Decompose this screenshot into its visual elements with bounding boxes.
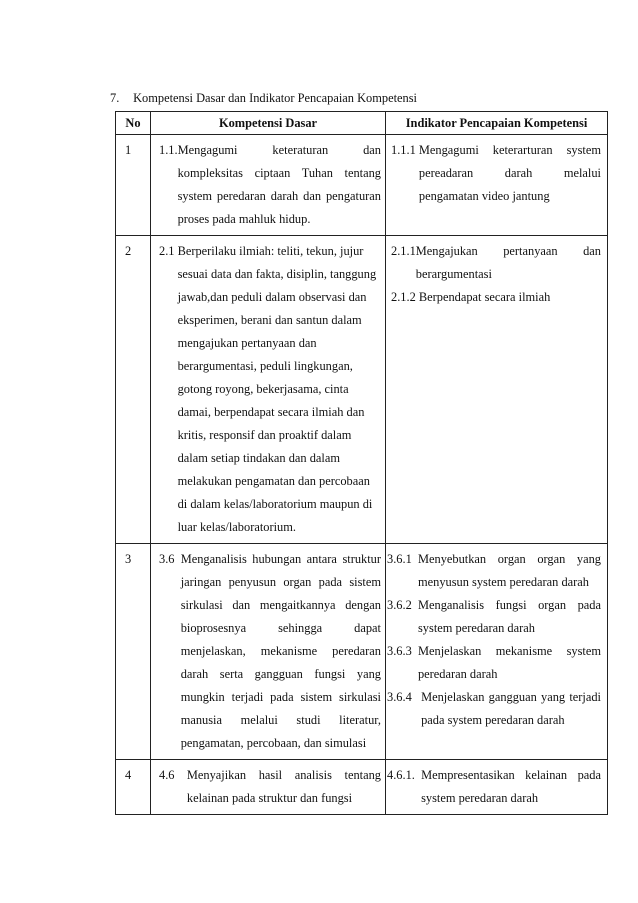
indicator-item <box>391 240 601 286</box>
table-row <box>116 544 608 760</box>
table-row <box>116 760 608 815</box>
table-row <box>116 135 608 236</box>
indicator-label: 3.6.1 <box>387 552 418 566</box>
kd-cell <box>151 544 386 760</box>
indicator-item <box>387 686 601 732</box>
indicator-label: 3.6.4 <box>387 690 422 704</box>
kd-label: 3.6 <box>159 552 181 566</box>
kd-text: Mengagumi keteraturan dan kompleksitas ciptaan Tuhan tentang system peredaran darah dan pengaturan proses pada mahluk hidup. <box>177 143 381 226</box>
row-number: 3 <box>116 544 151 760</box>
indicator-cell <box>386 236 608 544</box>
kd-cell <box>151 760 386 815</box>
section-title: Kompetensi Dasar dan Indikator Pencapaian Kompetensi <box>133 91 417 105</box>
indicator-label: 2.1.2 <box>391 290 419 304</box>
kd-text: Menganalisis hubungan antara struktur jaringan penyusun organ pada sistem sirkulasi dan mengaitkannya dengan bioprosesnya sehingga dapat menjelaskan, mekanisme peredaran darah serta gangguan fungsi yang mungkin terjadi pada sistem sirkulasi manusia melalui studi literatur, pengamatan, percobaan, dan simulasi <box>180 552 381 750</box>
kd-cell <box>151 135 386 236</box>
kd-text: Menyajikan hasil analisis tentang kelainan pada struktur dan fungsi <box>186 768 381 805</box>
indicator-item <box>387 548 601 594</box>
indicator-item <box>387 594 601 640</box>
indicator-label: 4.6.1. <box>387 768 422 782</box>
header-no: No <box>116 112 151 135</box>
table-row <box>116 236 608 544</box>
table-header-row <box>116 112 608 135</box>
kd-item <box>151 760 385 814</box>
indicator-text: Menjelaskan gangguan yang terjadi pada system peredaran darah <box>421 690 601 727</box>
indicator-cell <box>386 544 608 760</box>
indicator-item <box>391 286 601 309</box>
row-number: 4 <box>116 760 151 815</box>
header-indikator: Indikator Pencapaian Kompetensi <box>386 112 608 135</box>
indicator-item <box>391 139 601 208</box>
kd-cell <box>151 236 386 544</box>
kd-label: 4.6 <box>159 768 187 782</box>
indicator-label: 3.6.2 <box>387 598 418 612</box>
indicator-text: Mengajukan pertanyaan dan berargumentasi <box>415 244 601 281</box>
section-heading <box>110 91 417 106</box>
indicator-label: 3.6.3 <box>387 644 418 658</box>
indicator-label: 2.1.1 <box>391 244 416 258</box>
kd-label: 2.1 <box>159 244 178 258</box>
kd-text: Berperilaku ilmiah: teliti, tekun, jujur sesuai data dan fakta, disiplin, tanggung jawab,dan peduli dalam observasi dan eksperimen, berani dan santun dalam mengajukan pertanyaan dan berargumentasi, peduli lingkungan, gotong royong, bekerjasama, cinta damai, berpendapat secara ilmiah dan kritis, responsif dan proaktif dalam dalam setiap tindakan dan dalam melakukan pengamatan dan percobaan di dalam kelas/laboratorium maupun di luar kelas/laboratorium. <box>177 244 377 534</box>
indicator-label: 1.1.1 <box>391 143 419 157</box>
kd-item <box>151 236 385 543</box>
kd-item <box>151 544 385 759</box>
indicator-item <box>387 640 601 686</box>
indicator-cell <box>386 760 608 815</box>
indicator-text: Berpendapat secara ilmiah <box>418 290 551 304</box>
indicator-text: Mempresentasikan kelainan pada system peredaran darah <box>421 768 601 805</box>
indicator-text: Menyebutkan organ organ yang menyusun system peredaran darah <box>417 552 601 589</box>
indicator-text: Mengagumi keterarturan system pereadaran darah melalui pengamatan video jantung <box>418 143 601 203</box>
header-kompetensi-dasar: Kompetensi Dasar <box>151 112 386 135</box>
row-number: 2 <box>116 236 151 544</box>
competency-table <box>115 111 608 815</box>
indicator-cell <box>386 135 608 236</box>
indicator-text: Menganalisis fungsi organ pada system peredaran darah <box>417 598 601 635</box>
row-number: 1 <box>116 135 151 236</box>
indicator-item <box>387 764 601 810</box>
kd-label: 1.1. <box>159 143 178 157</box>
indicator-text: Menjelaskan mekanisme system peredaran darah <box>417 644 601 681</box>
kd-item <box>151 135 385 235</box>
section-number: 7. <box>110 91 120 105</box>
